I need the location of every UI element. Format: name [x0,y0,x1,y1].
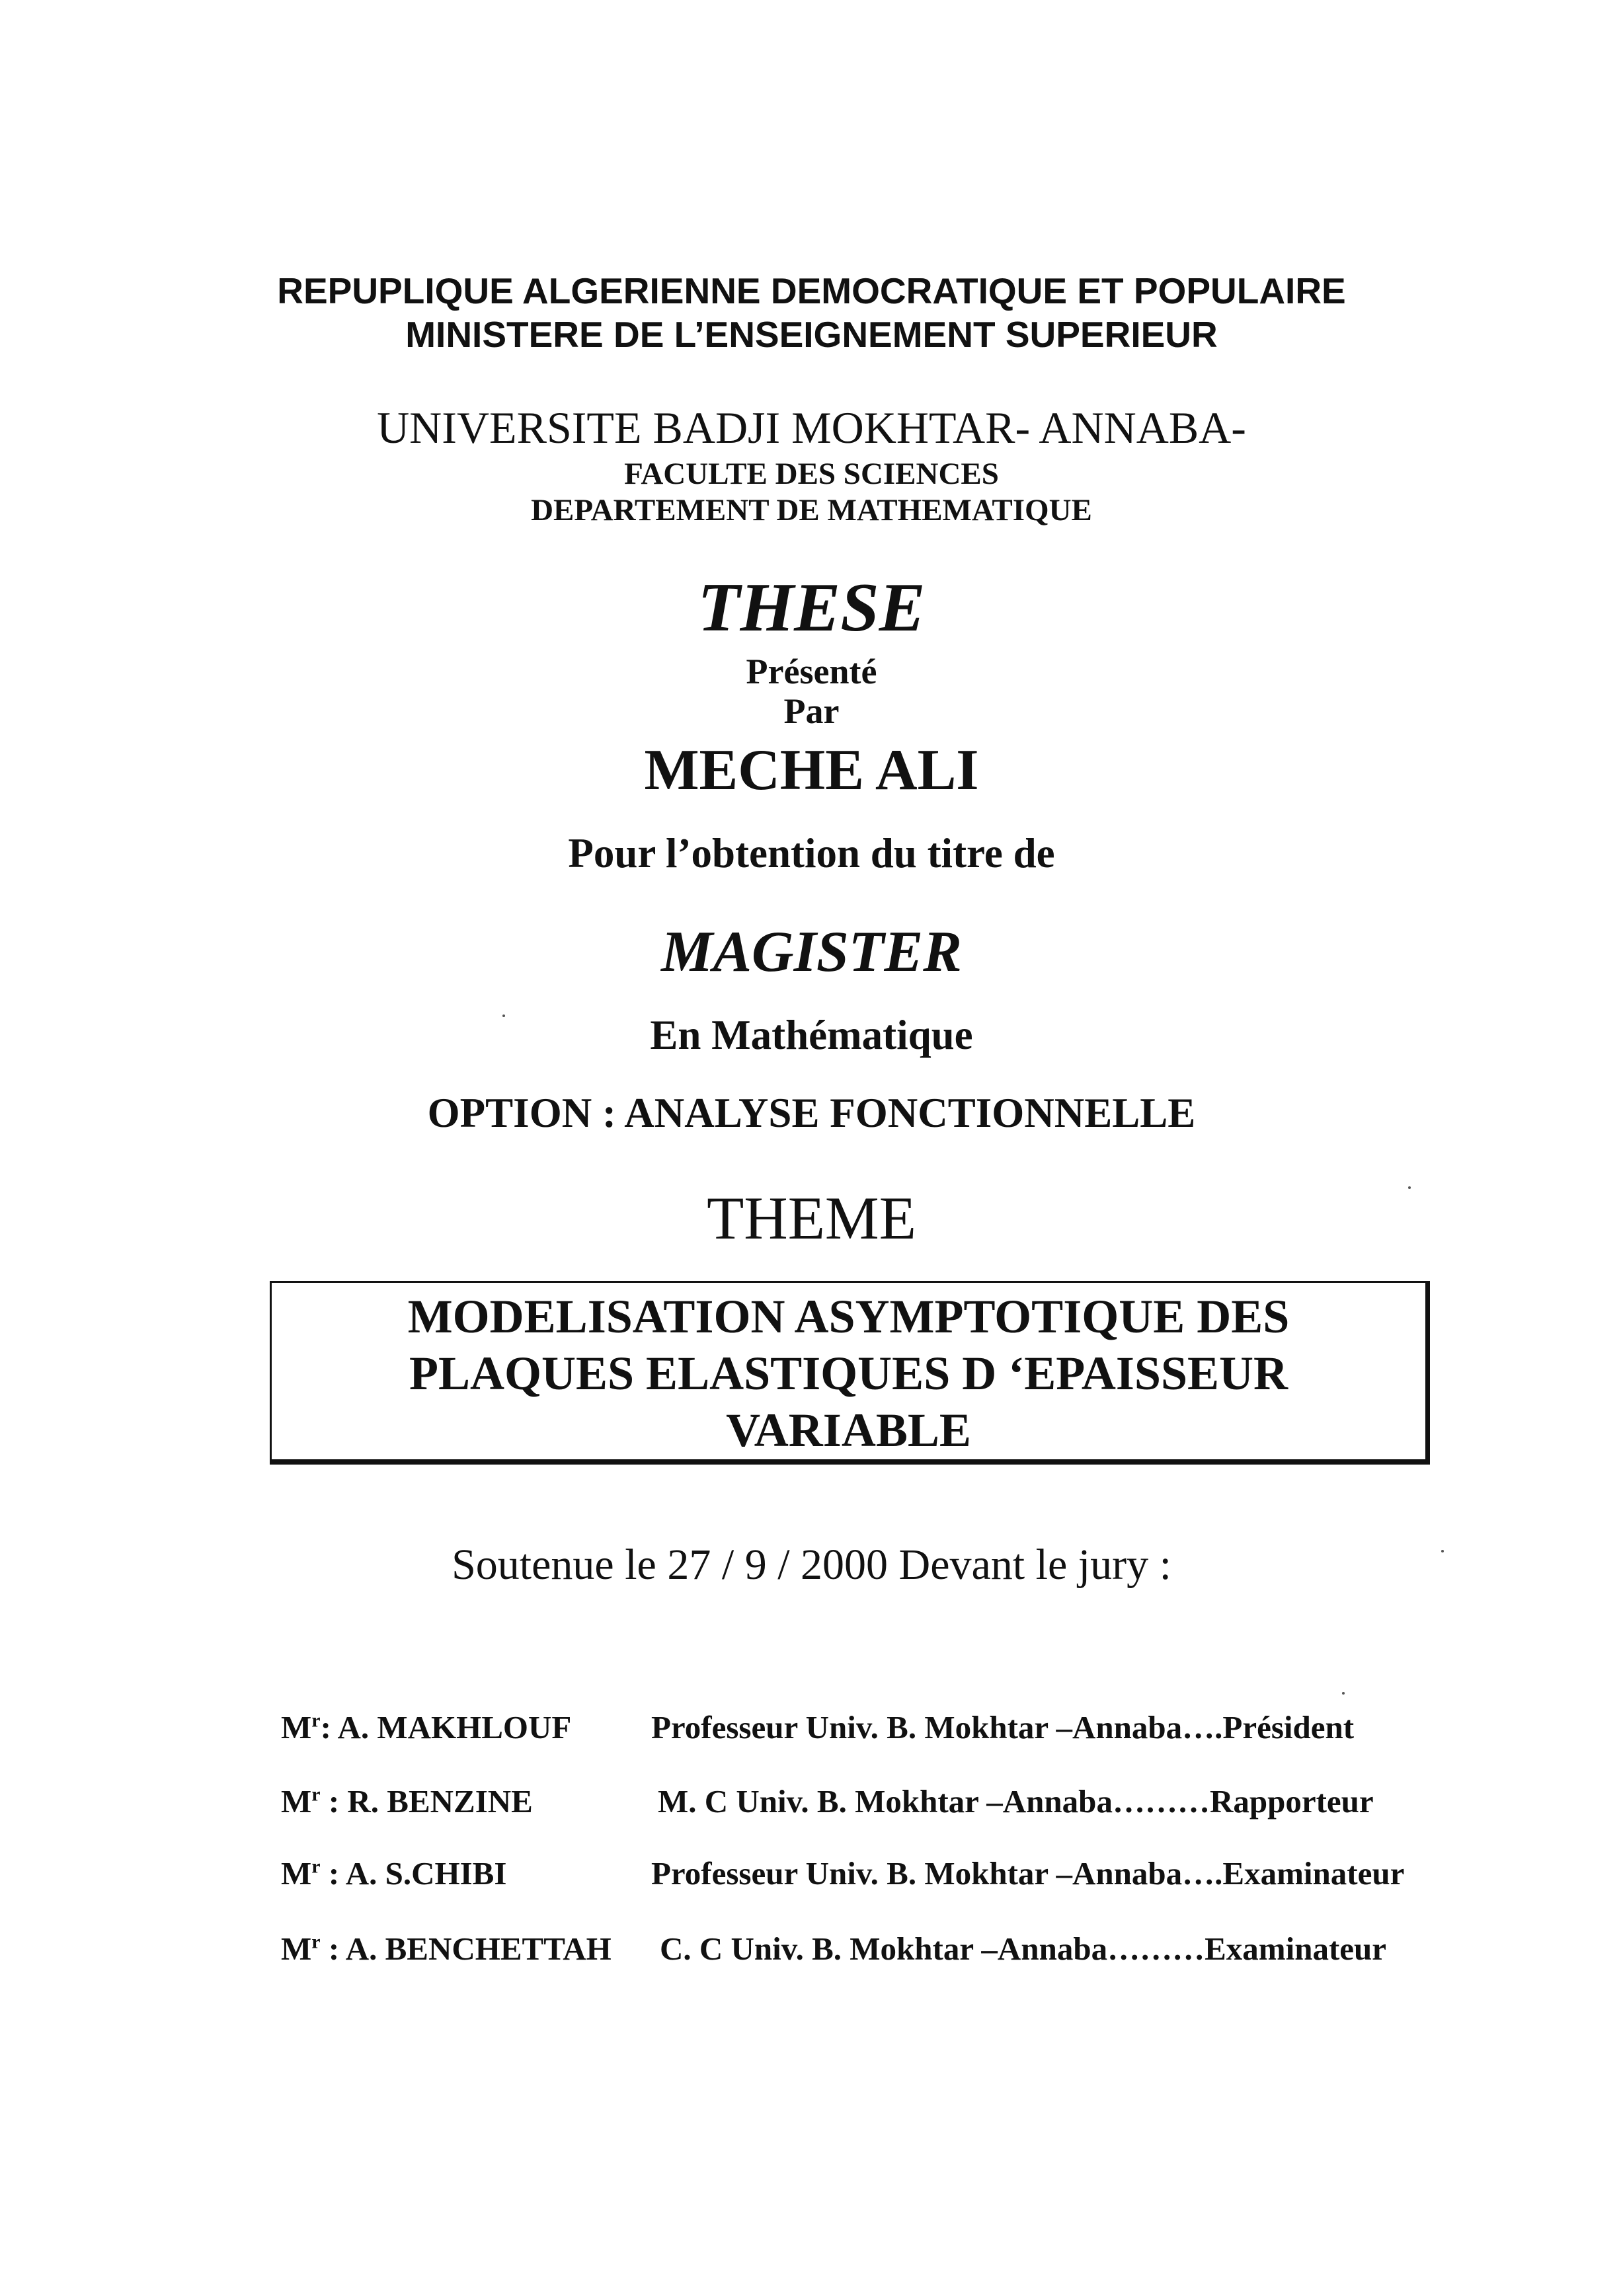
hdr-ministere: MINISTERE DE L’ENSEIGNEMENT SUPERIEUR [405,314,1218,355]
theme-label: THEME [707,1184,916,1252]
jury-member-role: Professeur Univ. B. Mokhtar –Annaba….Président [651,1709,1355,1745]
jury-row [0,1782,1623,1829]
presented-label: Présenté [746,652,877,691]
jury-member-name: $M^r$ : A. S.CHIBI [281,1855,507,1892]
author-name: MECHE ALI [644,738,979,802]
by-label: Par [783,691,840,731]
scan-speck [1441,1550,1444,1552]
thesis-title-box [270,1281,1430,1465]
jury-row [0,1855,1623,1901]
obtention-label: Pour l’obtention du titre de [568,830,1055,876]
jury-member-name: $M^r$ : R. BENZINE [281,1783,533,1819]
university-name: UNIVERSITE BADJI MOKHTAR- ANNABA- [377,402,1246,453]
thesis-title-line: MODELISATION ASYMPTOTIQUE DES [407,1290,1290,1343]
jury-member-role: Professeur Univ. B. Mokhtar –Annaba….Examinateur [651,1855,1405,1892]
hdr-republique: REPUPLIQUE ALGERIENNE DEMOCRATIQUE ET POPULAIRE [277,270,1346,311]
faculty-name: FACULTE DES SCIENCES [624,457,999,491]
option: OPTION : ANALYSE FONCTIONNELLE [427,1090,1196,1136]
document-type: THESE [697,568,926,646]
degree-name: MAGISTER [661,920,962,984]
defense-date: Soutenue le 27 / 9 / 2000 Devant le jury : [452,1541,1171,1589]
scan-speck [1342,1692,1345,1695]
jury-row [0,1708,1623,1755]
department-name: DEPARTEMENT DE MATHEMATIQUE [531,493,1092,527]
thesis-title-line: PLAQUES ELASTIQUES D ‘EPAISSEUR [409,1347,1288,1400]
jury-member-name: $M^r$ : A. BENCHETTAH [281,1931,612,1967]
scan-speck [1408,1186,1411,1189]
jury-member-name: $M^r$: A. MAKHLOUF [281,1709,572,1745]
scan-speck [502,1014,505,1017]
speciality: En Mathématique [650,1012,973,1058]
jury-row [0,1930,1623,1976]
jury-member-role: C. C Univ. B. Mokhtar –Annaba………Examinateur [660,1931,1387,1967]
thesis-title-line: VARIABLE [726,1404,971,1457]
jury-member-role: M. C Univ. B. Mokhtar –Annaba………Rapporteur [658,1783,1374,1819]
